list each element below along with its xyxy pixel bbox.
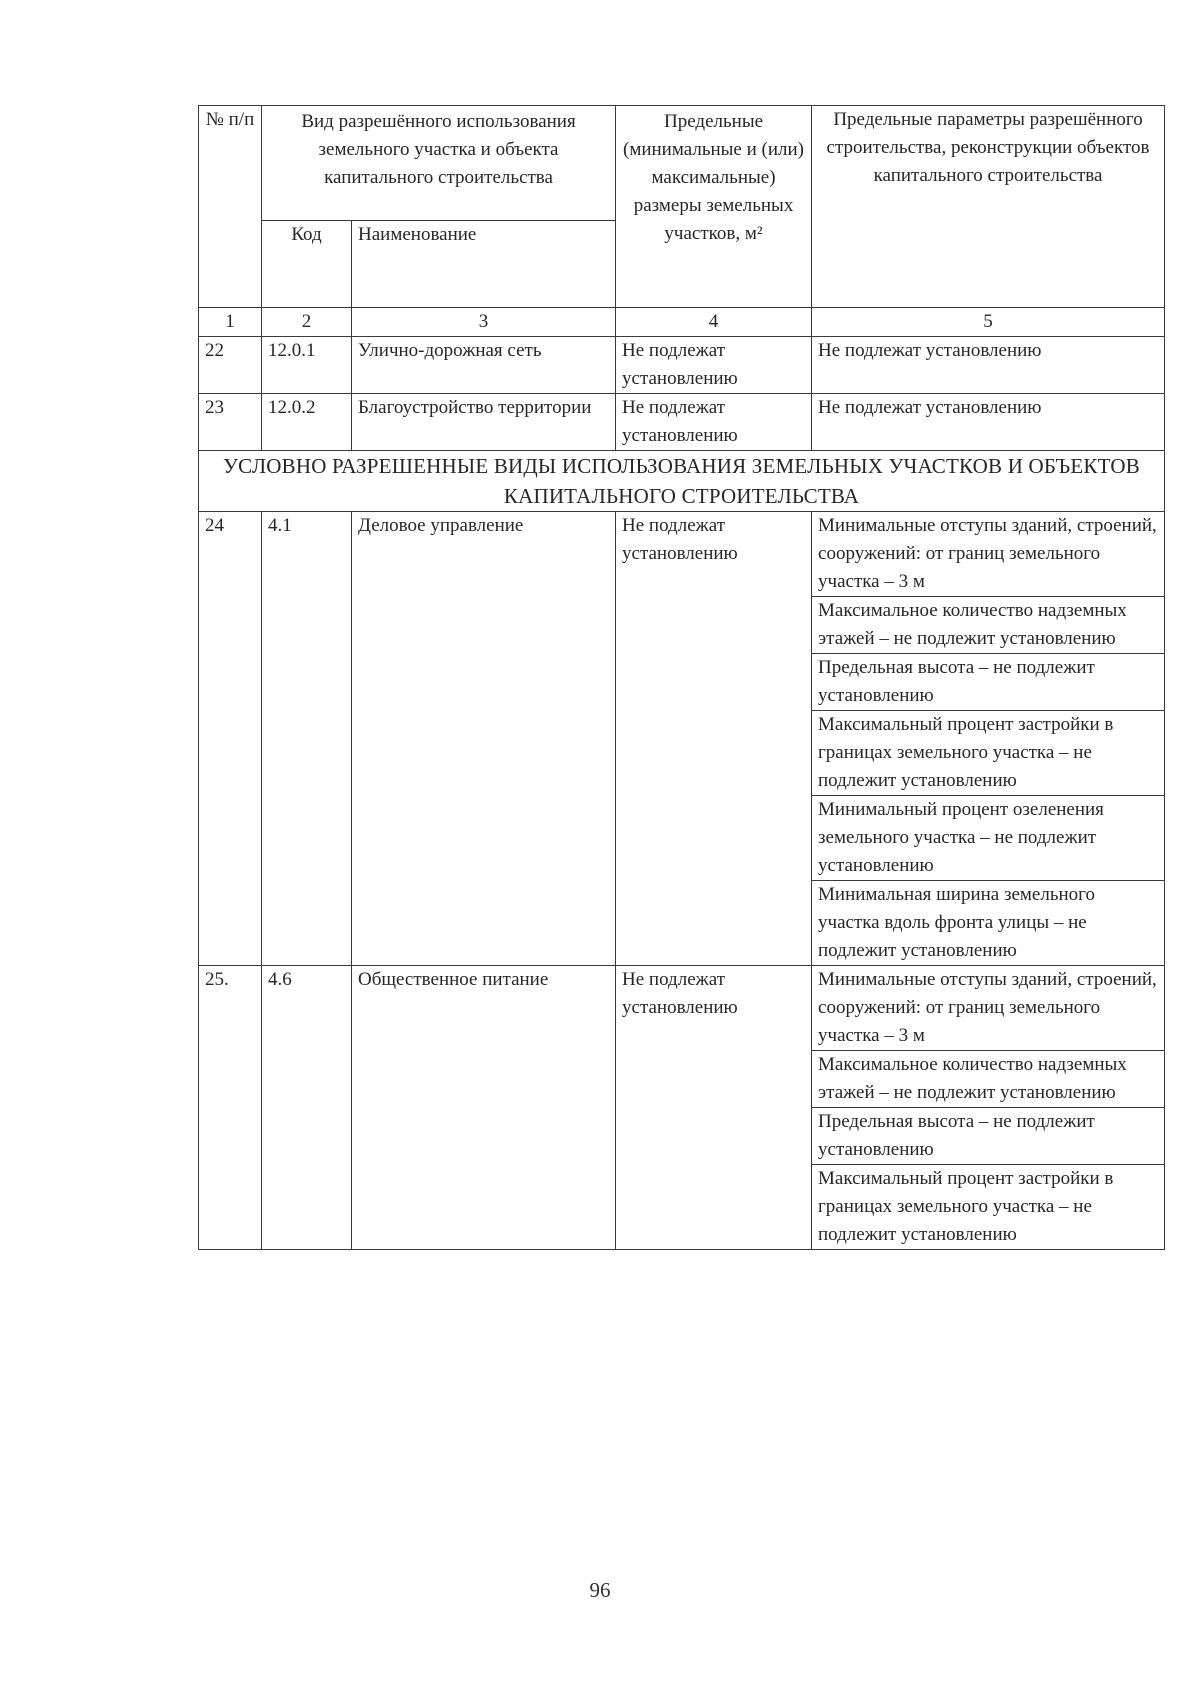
table-row	[199, 394, 1165, 451]
param-item: Минимальный процент озеленения земельного участка – не подлежит установлению	[812, 796, 1164, 881]
header-view-group: Вид разрешённого использования земельного участка и объекта капитального строительства	[262, 106, 616, 221]
row-num: 22	[199, 337, 262, 394]
row-params: Не подлежат установлению	[812, 394, 1165, 451]
param-item: Минимальные отступы зданий, строений, сооружений: от границ земельного участка – 3 м	[812, 966, 1164, 1051]
param-list	[818, 966, 1158, 1249]
header-row-1	[199, 106, 1165, 221]
row-params	[812, 512, 1165, 966]
page-number: 96	[589, 1578, 611, 1602]
param-item: Предельная высота – не подлежит установлению	[812, 1108, 1164, 1165]
param-item: Максимальное количество надземных этажей – не подлежит установлению	[812, 597, 1164, 654]
param-item: Максимальный процент застройки в границах земельного участка – не подлежит установлению	[818, 1168, 1114, 1245]
row-name: Улично-дорожная сеть	[352, 337, 616, 394]
table-row	[199, 512, 1165, 966]
row-code: 4.6	[262, 966, 352, 1250]
row-size: Не подлежат установлению	[616, 966, 812, 1250]
header-params: Предельные параметры разрешённого строительства, реконструкции объектов капитального строительства	[812, 106, 1165, 308]
table-row	[199, 966, 1165, 1250]
col-number-2: 2	[262, 308, 352, 337]
header-code: Код	[262, 221, 352, 308]
param-item: Минимальная ширина земельного участка вдоль фронта улицы – не подлежит установлению	[818, 884, 1095, 961]
col-number-3: 3	[352, 308, 616, 337]
row-name: Деловое управление	[352, 512, 616, 966]
row-size: Не подлежат установлению	[616, 337, 812, 394]
section-title-row	[199, 451, 1165, 512]
section-title: УСЛОВНО РАЗРЕШЕННЫЕ ВИДЫ ИСПОЛЬЗОВАНИЯ ЗЕМЕЛЬНЫХ УЧАСТКОВ И ОБЪЕКТОВ КАПИТАЛЬНОГО СТРОИТЕЛЬСТВА	[199, 451, 1165, 512]
row-params: Не подлежат установлению	[812, 337, 1165, 394]
col-number-5: 5	[812, 308, 1165, 337]
row-num: 25.	[199, 966, 262, 1250]
param-item: Предельная высота – не подлежит установлению	[812, 654, 1164, 711]
col-number-4: 4	[616, 308, 812, 337]
row-num: 24	[199, 512, 262, 966]
land-use-table	[198, 105, 1165, 1250]
table-row	[199, 337, 1165, 394]
row-code: 4.1	[262, 512, 352, 966]
col-number-1: 1	[199, 308, 262, 337]
param-item: Максимальное количество надземных этажей – не подлежит установлению	[812, 1051, 1164, 1108]
header-num: № п/п	[199, 106, 262, 308]
header-name: Наименование	[352, 221, 616, 308]
column-number-row	[199, 308, 1165, 337]
row-name: Благоустройство территории	[352, 394, 616, 451]
header-size: Предельные (минимальные и (или) максимальные) размеры земельных участков, м²	[616, 106, 812, 308]
param-list	[818, 512, 1158, 965]
row-code: 12.0.1	[262, 337, 352, 394]
row-size: Не подлежат установлению	[616, 394, 812, 451]
row-num: 23	[199, 394, 262, 451]
param-item: Максимальный процент застройки в границах земельного участка – не подлежит установлению	[812, 711, 1164, 796]
param-item: Минимальные отступы зданий, строений, сооружений: от границ земельного участка – 3 м	[812, 512, 1164, 597]
row-code: 12.0.2	[262, 394, 352, 451]
row-params	[812, 966, 1165, 1250]
row-name: Общественное питание	[352, 966, 616, 1250]
row-size: Не подлежат установлению	[616, 512, 812, 966]
